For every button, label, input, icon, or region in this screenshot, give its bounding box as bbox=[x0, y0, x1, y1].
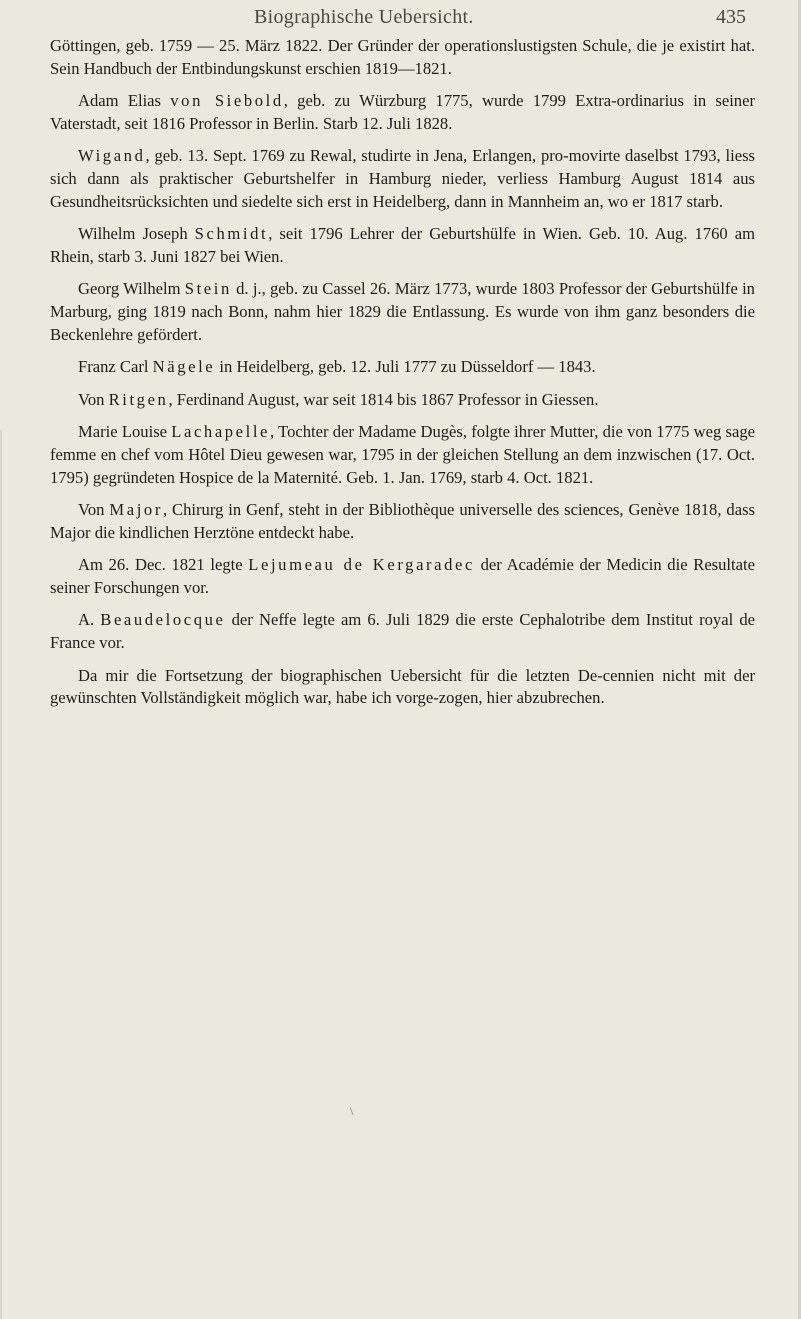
person-name: Wilhelm Joseph bbox=[78, 224, 195, 244]
person-name-spaced: Lejumeau de Kergaradec bbox=[248, 555, 475, 575]
body-text bbox=[50, 35, 755, 720]
paragraph-siebold bbox=[50, 90, 755, 135]
paragraph-stein bbox=[50, 278, 755, 346]
paragraph-lachapelle bbox=[50, 421, 755, 489]
person-name: A. bbox=[78, 610, 101, 630]
running-title: Biographische Uebersicht. bbox=[254, 6, 474, 28]
paragraph-text: , seit 1796 Lehrer der Geburtshülfe in Wien. Geb. 10. Aug. 1760 am Rhein, starb 3. Juni 1827 bei Wien. bbox=[50, 224, 755, 266]
paragraph-text: , geb. 13. Sept. 1769 zu Rewal, studirte in Jena, Erlangen, pro-movirte daselbst 1793, liess sich dann als praktischer Geburtshelfer in Hamburg nieder, verliess Hamburg August 1814 aus Gesundheitsrücksichten und siedelte sich erst in Heidelberg, dann in Mannheim an, wo er 1817 starb. bbox=[50, 146, 755, 211]
paragraph-text: , Ferdinand August, war seit 1814 bis 1867 Professor in Giessen. bbox=[168, 389, 599, 409]
paragraph-ritgen bbox=[50, 389, 755, 412]
paragraph-schmidt bbox=[50, 223, 755, 268]
person-name: Franz Carl bbox=[78, 357, 153, 377]
paragraph-kergaradec bbox=[50, 554, 755, 599]
paragraph-text: Da mir die Fortsetzung der biographischen Uebersicht für die letzten De-cennien nicht mit der gewünschten Vollständigkeit möglich war, habe ich vorge-zogen, hier abzubrechen. bbox=[50, 665, 755, 708]
person-name-spaced: Ritgen bbox=[108, 389, 169, 409]
page-number: 435 bbox=[716, 6, 746, 28]
paragraph-beaudelocque bbox=[50, 609, 755, 654]
person-name: Am 26. Dec. 1821 legte bbox=[78, 555, 249, 575]
stray-mark: \ bbox=[350, 1104, 354, 1118]
page-edge-left bbox=[0, 430, 2, 1319]
paragraph-text: , Chirurg in Genf, steht in der Bibliothèque universelle des sciences, Genève 1818, dass Major die kindlichen Herztöne entdeckt habe. bbox=[50, 500, 755, 542]
paragraph-closing bbox=[50, 665, 755, 710]
person-name-spaced: Wigand bbox=[78, 146, 146, 166]
paragraph-text: in Heidelberg, geb. 12. Juli 1777 zu Düsseldorf — 1843. bbox=[215, 357, 596, 377]
person-name-spaced: von Siebold bbox=[170, 91, 284, 111]
paragraph-wigand bbox=[50, 145, 755, 213]
paragraph-text: , Tochter der Madame Dugès, folgte ihrer Mutter, die von 1775 weg sage femme en chef vom Hôtel Dieu gewesen war, 1795 in der gleichen Stellung an dem inzwischen (17. Oct. 1795) gegründeten Hospice de la Maternité. Geb. 1. Jan. 1769, starb 4. Oct. 1821. bbox=[50, 422, 755, 487]
person-name-spaced: Beaudelocque bbox=[100, 610, 226, 630]
person-name-spaced: Stein bbox=[184, 279, 232, 299]
paragraph-text: d. j., geb. zu Cassel 26. März 1773, wurde 1803 Professor der Geburtshülfe in Marburg, ging 1819 nach Bonn, nahm hier 1829 die Entlassung. Es wurde von ihm ganz besonders die Beckenlehre gefördert. bbox=[50, 279, 755, 344]
person-name: Adam Elias bbox=[78, 91, 171, 111]
page-header bbox=[0, 6, 801, 30]
paragraph-text: der Académie der Medicin die Resultate seiner Forschungen vor. bbox=[50, 555, 755, 597]
person-name: Von bbox=[78, 389, 109, 409]
paragraph-naegele bbox=[50, 356, 755, 379]
person-name-spaced: Schmidt bbox=[194, 224, 269, 244]
paragraph-text: , geb. zu Würzburg 1775, wurde 1799 Extra-ordinarius in seiner Vaterstadt, seit 1816 Professor in Berlin. Starb 12. Juli 1828. bbox=[50, 91, 755, 133]
paragraph-text: Göttingen, geb. 1759 — 25. März 1822. Der Gründer der operationslustigsten Schule, die je existirt hat. Sein Handbuch der Entbindungskunst erschien 1819—1821. bbox=[50, 36, 755, 78]
person-name-spaced: Nägele bbox=[152, 357, 216, 377]
paragraph-major bbox=[50, 499, 755, 544]
paragraph-goettingen bbox=[50, 35, 755, 80]
person-name: Marie Louise bbox=[78, 422, 172, 442]
person-name: Von bbox=[78, 500, 110, 520]
person-name-spaced: Major bbox=[109, 500, 163, 520]
person-name: Georg Wilhelm bbox=[78, 279, 185, 299]
person-name-spaced: Lachapelle bbox=[171, 422, 271, 442]
paragraph-text: der Neffe legte am 6. Juli 1829 die erste Cephalotribe dem Institut royal de France vor. bbox=[50, 610, 755, 653]
